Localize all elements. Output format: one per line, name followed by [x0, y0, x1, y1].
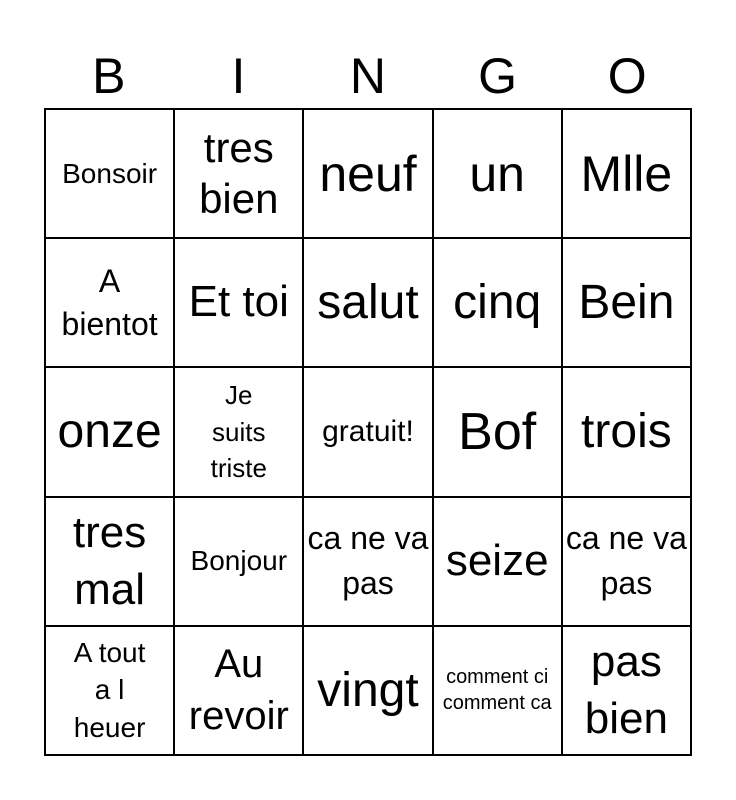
- bingo-cell[interactable]: onze: [45, 367, 174, 496]
- bingo-cell[interactable]: un: [433, 109, 562, 238]
- header-letter-n: N: [349, 48, 387, 104]
- header-letter-i: I: [231, 48, 246, 104]
- bingo-header: [44, 44, 692, 108]
- header-letter-g: G: [478, 48, 518, 104]
- bingo-cell[interactable]: seize: [433, 497, 562, 626]
- bingo-cell[interactable]: A tout a l heuer: [45, 626, 174, 755]
- header-letter-b: B: [92, 48, 126, 104]
- bingo-cell[interactable]: Bonjour: [174, 497, 303, 626]
- bingo-cell[interactable]: ca ne va pas: [562, 497, 691, 626]
- bingo-cell[interactable]: comment ci comment ca: [433, 626, 562, 755]
- bingo-cell[interactable]: Au revoir: [174, 626, 303, 755]
- bingo-cell[interactable]: Je suits triste: [174, 367, 303, 496]
- bingo-grid: [44, 108, 692, 756]
- bingo-cell[interactable]: Bein: [562, 238, 691, 367]
- bingo-cell[interactable]: trois: [562, 367, 691, 496]
- bingo-cell[interactable]: tres bien: [174, 109, 303, 238]
- header-letter-o: O: [607, 48, 647, 104]
- bingo-cell[interactable]: Bof: [433, 367, 562, 496]
- bingo-cell[interactable]: pas bien: [562, 626, 691, 755]
- bingo-cell[interactable]: gratuit!: [303, 367, 432, 496]
- bingo-cell[interactable]: ca ne va pas: [303, 497, 432, 626]
- bingo-cell[interactable]: vingt: [303, 626, 432, 755]
- bingo-cell[interactable]: neuf: [303, 109, 432, 238]
- bingo-cell[interactable]: tres mal: [45, 497, 174, 626]
- bingo-cell[interactable]: cinq: [433, 238, 562, 367]
- bingo-cell[interactable]: Et toi: [174, 238, 303, 367]
- bingo-cell[interactable]: A bientot: [45, 238, 174, 367]
- bingo-cell[interactable]: Mlle: [562, 109, 691, 238]
- bingo-cell[interactable]: Bonsoir: [45, 109, 174, 238]
- bingo-cell[interactable]: salut: [303, 238, 432, 367]
